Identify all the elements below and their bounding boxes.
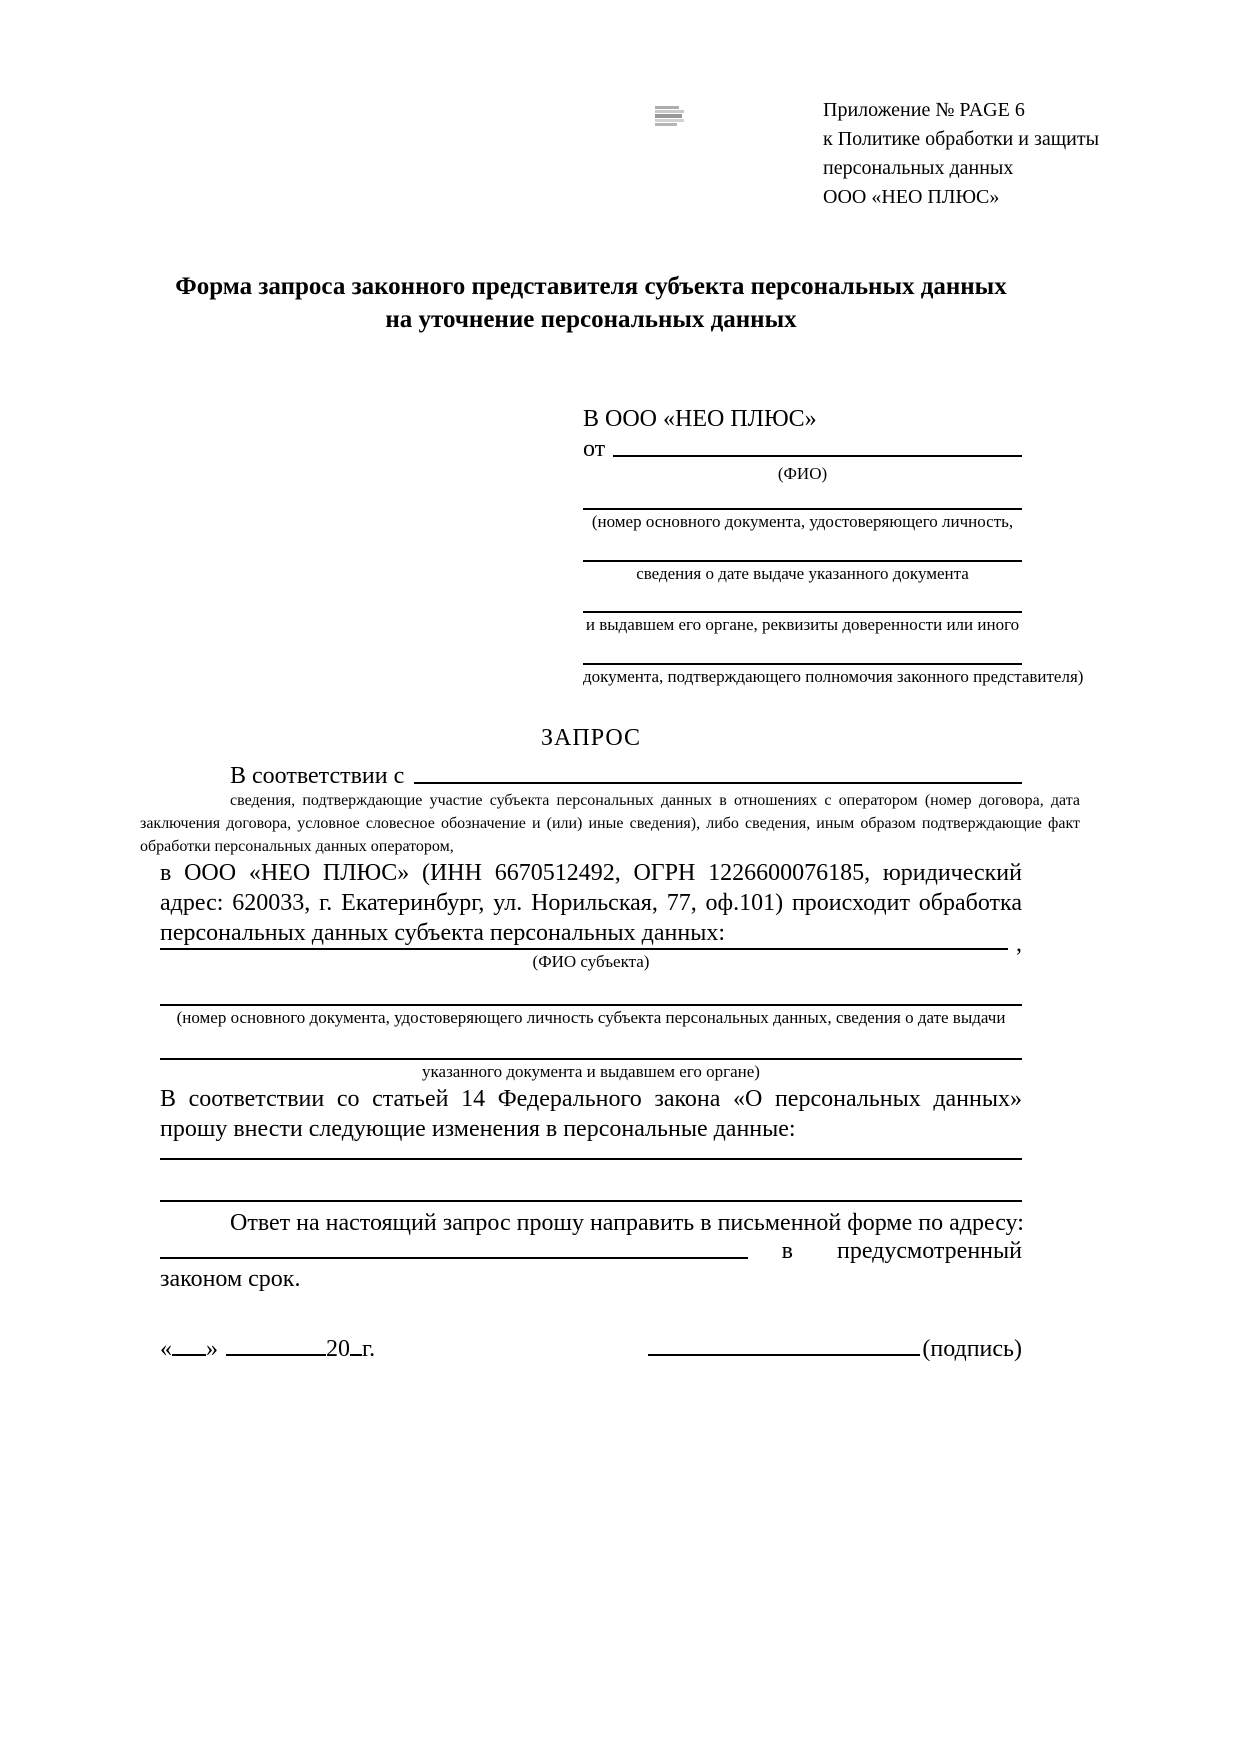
subject-doc-caption2: указанного документа и выдавшем его органе) xyxy=(422,1062,760,1081)
blurred-stamp-icon xyxy=(655,106,685,128)
form-title xyxy=(160,270,1022,336)
answer-paragraph: Ответ на настоящий запрос прошу направить в письменной форме по адресу: xyxy=(230,1210,1024,1236)
subject-comma: , xyxy=(1016,931,1022,957)
date-day-blank xyxy=(172,1354,206,1356)
blank-line-doc3 xyxy=(583,586,1022,613)
date-field xyxy=(160,1334,375,1364)
document-header-region xyxy=(160,96,1100,216)
date-year-prefix: 20 xyxy=(326,1336,350,1362)
request-heading: ЗАПРОС xyxy=(541,725,641,751)
appendix-company-line: ООО «НЕО ПЛЮС» xyxy=(823,186,1000,208)
answer-tail-line2: законом срок. xyxy=(160,1266,301,1292)
subject-fio-caption: (ФИО субъекта) xyxy=(532,952,650,971)
signature-field xyxy=(648,1334,1022,1364)
form-title-line1: Форма запроса законного представителя субъекта персональных данных xyxy=(175,273,1007,300)
law-paragraph: В соответствии со статьей 14 Федерального закона «О персональных данных» прошу внести следующие изменения в персональные данные: xyxy=(160,1086,1022,1142)
date-month-blank xyxy=(226,1354,326,1356)
blank-line-doc1 xyxy=(583,486,1022,510)
changes-blank-line2 xyxy=(160,1160,1022,1202)
appendix-number-line: Приложение № PAGE 6 xyxy=(823,99,1025,121)
subject-fio-blank-line xyxy=(160,931,1022,957)
doc4-caption: документа, подтверждающего полномочия законного представителя) xyxy=(583,667,1084,686)
subject-doc-blank-line1 xyxy=(160,982,1022,1006)
date-quote-open: « xyxy=(160,1336,172,1362)
intro-prefix: В соответствии с xyxy=(230,763,405,789)
date-year-suffix: г. xyxy=(362,1336,376,1362)
appendix-policy-line: к Политике обработки и защиты xyxy=(823,128,1100,150)
address-field xyxy=(160,1238,1022,1264)
appendix-header-block xyxy=(823,96,1100,212)
from-blank-line xyxy=(613,453,1022,457)
appendix-policy-line2: персональных данных xyxy=(823,157,1014,179)
form-title-line2: на уточнение персональных данных xyxy=(385,306,797,333)
operator-paragraph: в ООО «НЕО ПЛЮС» (ИНН 6670512492, ОГРН 1226600076185, юридический адрес: 620033, г. Екатеринбург, ул. Норильская, 77, оф.101) происходит обработка персональных данных субъекта персональных данных: xyxy=(160,860,1022,946)
signature-blank-line xyxy=(648,1354,920,1356)
subject-doc-blank-line2 xyxy=(160,1036,1022,1060)
doc2-caption: сведения о дате выдаче указанного документа xyxy=(636,564,969,583)
signature-caption: (подпись) xyxy=(922,1336,1022,1362)
answer-tail-word1: в xyxy=(781,1238,793,1264)
from-field xyxy=(583,436,1022,462)
address-blank-line xyxy=(160,1255,748,1259)
intro-field xyxy=(160,763,1022,789)
blank-line-doc4 xyxy=(583,637,1022,665)
subject-doc-caption1: (номер основного документа, удостоверяющего личность субъекта персональных данных, сведения о дате выдачи xyxy=(176,1008,1006,1027)
fio-caption: (ФИО) xyxy=(777,464,828,483)
blank-line-doc2 xyxy=(583,534,1022,562)
doc3-caption: и выдавшем его органе, реквизиты доверенности или иного xyxy=(585,615,1020,634)
fine-print-note: сведения, подтверждающие участие субъекта персональных данных в отношениях с оператором (номер договора, дата заключения договора, условное словесное обозначение и (или) иные сведения), либо сведения, иным образом подтверждающие факт обработки персональных данных оператором, xyxy=(140,792,1080,855)
addressee-to: В ООО «НЕО ПЛЮС» xyxy=(583,406,817,432)
date-year-blank xyxy=(350,1354,362,1356)
doc1-caption: (номер основного документа, удостоверяющего личность, xyxy=(591,512,1014,531)
signature-row xyxy=(160,1334,1022,1364)
intro-blank-line xyxy=(414,780,1022,784)
date-quote-close: » xyxy=(206,1336,218,1362)
answer-tail-word2: предусмотренный xyxy=(836,1238,1022,1264)
from-label: от xyxy=(583,436,606,462)
changes-blank-line1 xyxy=(160,1144,1022,1160)
addressee-block xyxy=(583,402,1084,689)
